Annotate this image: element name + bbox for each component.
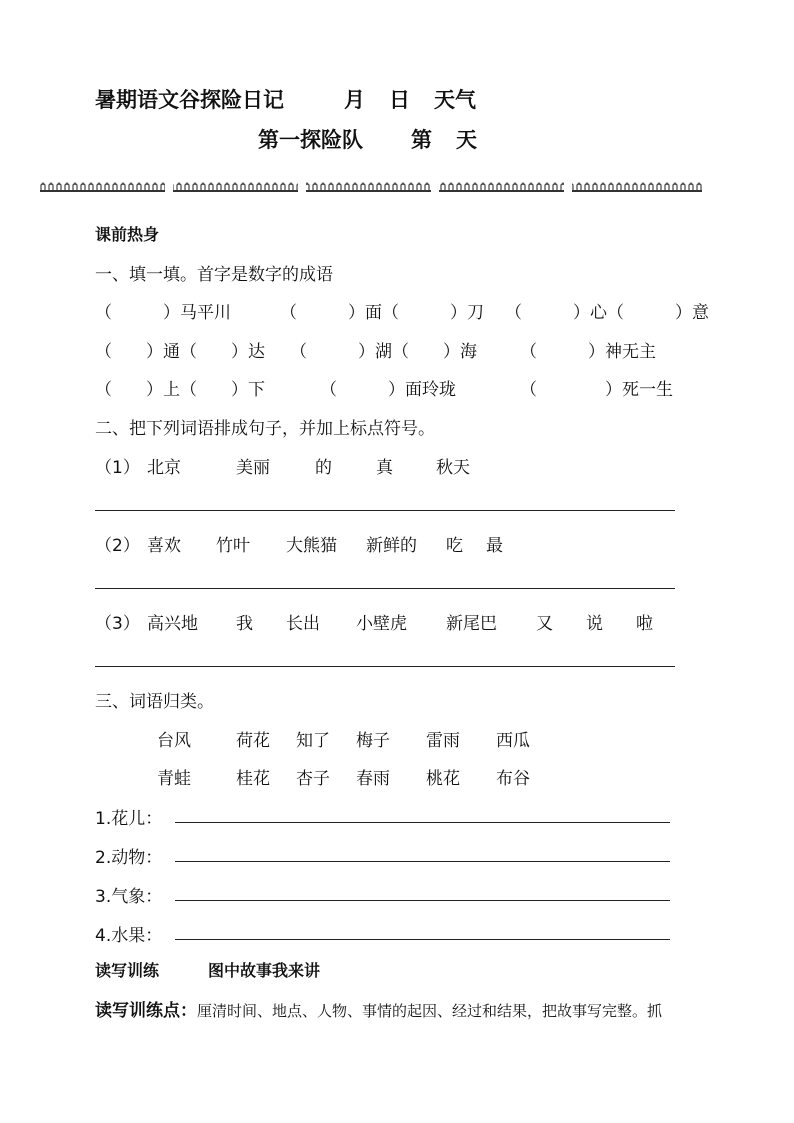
q2-title: 二、把下列词语排成句子，并加上标点符号。 bbox=[95, 419, 435, 439]
category-label: 4.水果： bbox=[95, 926, 163, 946]
answer-line[interactable] bbox=[175, 822, 670, 823]
idiom-blank: （ ）通（ ）达 bbox=[95, 342, 265, 362]
idiom-blank: （ ）面（ ）刀 bbox=[280, 303, 484, 323]
q2-item-number: （1） bbox=[95, 458, 140, 478]
idiom-blank: （ ）神无主 bbox=[520, 342, 656, 362]
answer-line[interactable] bbox=[175, 861, 670, 862]
q2-word: 喜欢 bbox=[147, 536, 181, 556]
q2-word: 美丽 bbox=[236, 458, 270, 478]
reading-subheading: 图中故事我来讲 bbox=[208, 961, 321, 980]
q2-word: 新鲜的 bbox=[366, 536, 417, 556]
q3-word: 雷雨 bbox=[426, 731, 460, 751]
idiom-blank: （ ）湖（ ）海 bbox=[290, 342, 477, 362]
idiom-blank: （ ）面玲珑 bbox=[320, 380, 456, 400]
answer-line[interactable] bbox=[175, 900, 670, 901]
idiom-blank: （ ）马平川 bbox=[95, 303, 231, 323]
q3-word: 桃花 bbox=[426, 769, 460, 789]
q3-word: 桂花 bbox=[236, 769, 270, 789]
q2-word: 大熊猫 bbox=[286, 536, 337, 556]
reading-heading: 读写训练 bbox=[95, 961, 160, 980]
q3-word: 荷花 bbox=[236, 731, 270, 751]
category-label: 2.动物： bbox=[95, 848, 163, 868]
q3-word: 青蛙 bbox=[157, 769, 191, 789]
q2-word: 高兴地 bbox=[147, 614, 198, 634]
idiom-blank: （ ）死一生 bbox=[520, 380, 673, 400]
q1-title: 一、填一填。首字是数字的成语 bbox=[95, 265, 333, 285]
reading-point-text: 厘清时间、地点、人物、事情的起因、经过和结果，把故事写完整。抓 bbox=[197, 1002, 663, 1020]
q3-word: 台风 bbox=[157, 731, 191, 751]
q3-word: 知了 bbox=[296, 731, 330, 751]
q2-word: 真 bbox=[376, 458, 393, 478]
q2-word: 又 bbox=[536, 614, 553, 634]
q2-word: 吃 bbox=[446, 536, 463, 556]
decorative-border bbox=[40, 181, 706, 195]
q2-word: 新尾巴 bbox=[446, 614, 497, 634]
q3-word: 春雨 bbox=[356, 769, 390, 789]
q2-word: 长出 bbox=[286, 614, 320, 634]
q2-word: 小壁虎 bbox=[356, 614, 407, 634]
q2-word: 的 bbox=[315, 458, 332, 478]
team-line bbox=[258, 124, 477, 154]
reading-point-label: 读写训练点： bbox=[95, 1001, 197, 1021]
q2-item-number: （3） bbox=[95, 614, 140, 634]
diary-title-line bbox=[95, 84, 476, 114]
q2-word: 秋天 bbox=[436, 458, 470, 478]
team-name: 第一探险队 bbox=[258, 127, 363, 152]
reading-point bbox=[95, 996, 662, 1021]
q2-item-number: （2） bbox=[95, 536, 140, 556]
month-label: 月 bbox=[344, 87, 365, 112]
answer-line[interactable] bbox=[95, 510, 675, 511]
q3-title: 三、词语归类。 bbox=[95, 692, 214, 712]
q2-word: 我 bbox=[236, 614, 253, 634]
answer-line[interactable] bbox=[95, 666, 675, 667]
idiom-blank: （ ）心（ ）意 bbox=[505, 303, 709, 323]
answer-line[interactable] bbox=[175, 939, 670, 940]
q3-word: 梅子 bbox=[356, 731, 390, 751]
q2-word: 北京 bbox=[147, 458, 181, 478]
weather-label: 天气 bbox=[434, 87, 476, 112]
day-label: 日 bbox=[389, 87, 410, 112]
q2-word: 说 bbox=[586, 614, 603, 634]
q2-word: 最 bbox=[486, 536, 503, 556]
q2-word: 啦 bbox=[636, 614, 653, 634]
category-label: 1.花儿： bbox=[95, 809, 163, 829]
idiom-blank: （ ）上（ ）下 bbox=[95, 380, 265, 400]
day-ordinal: 第 bbox=[411, 127, 432, 152]
q3-word: 布谷 bbox=[496, 769, 530, 789]
q2-word: 竹叶 bbox=[216, 536, 250, 556]
day-unit: 天 bbox=[456, 127, 477, 152]
diary-title: 暑期语文谷探险日记 bbox=[95, 87, 284, 112]
category-label: 3.气象： bbox=[95, 887, 163, 907]
answer-line[interactable] bbox=[95, 588, 675, 589]
q3-word: 杏子 bbox=[296, 769, 330, 789]
warmup-heading: 课前热身 bbox=[95, 225, 160, 244]
q3-word: 西瓜 bbox=[496, 731, 530, 751]
